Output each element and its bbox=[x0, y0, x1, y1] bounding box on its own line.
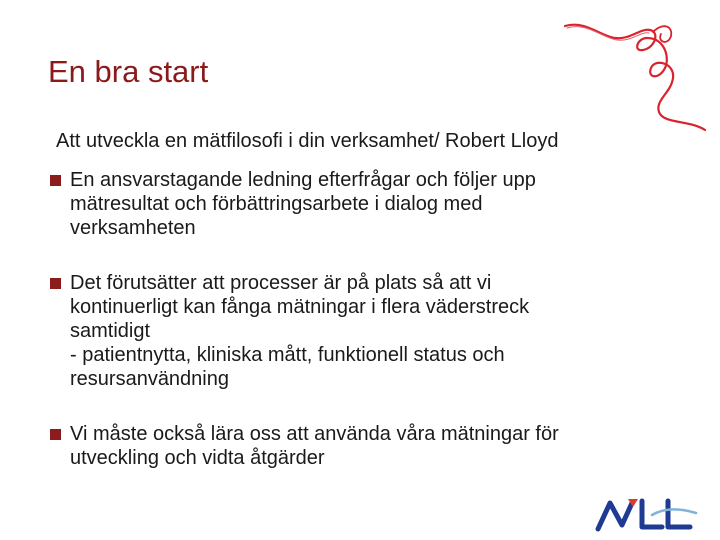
bullet-item bbox=[48, 271, 688, 391]
nll-logo-icon bbox=[592, 495, 704, 533]
bullet-text: Det förutsätter att processer är på plats så att vi kontinuerligt kan fånga mätningar i flera väderstreck samtidigt - patientnytta, kliniska mått, funktionell status och resursanvändning bbox=[70, 272, 530, 390]
square-bullet-icon bbox=[50, 175, 61, 186]
square-bullet-icon bbox=[50, 429, 61, 440]
slide-subtitle: Att utveckla en mätfilosofi i din verksamhet/ Robert Lloyd bbox=[56, 130, 559, 152]
bullet-list bbox=[48, 168, 688, 501]
bullet-text: Vi måste också lära oss att använda våra mätningar för utveckling och vidta åtgärder bbox=[70, 423, 559, 469]
square-bullet-icon bbox=[50, 278, 61, 289]
bullet-text: En ansvarstagande ledning efterfrågar och följer upp mätresultat och förbättringsarbete i dialog med verksamheten bbox=[70, 169, 536, 239]
slide-title: En bra start bbox=[48, 54, 209, 89]
ribbon-decoration-icon bbox=[555, 8, 715, 138]
bullet-item bbox=[48, 168, 688, 240]
bullet-item bbox=[48, 422, 688, 470]
